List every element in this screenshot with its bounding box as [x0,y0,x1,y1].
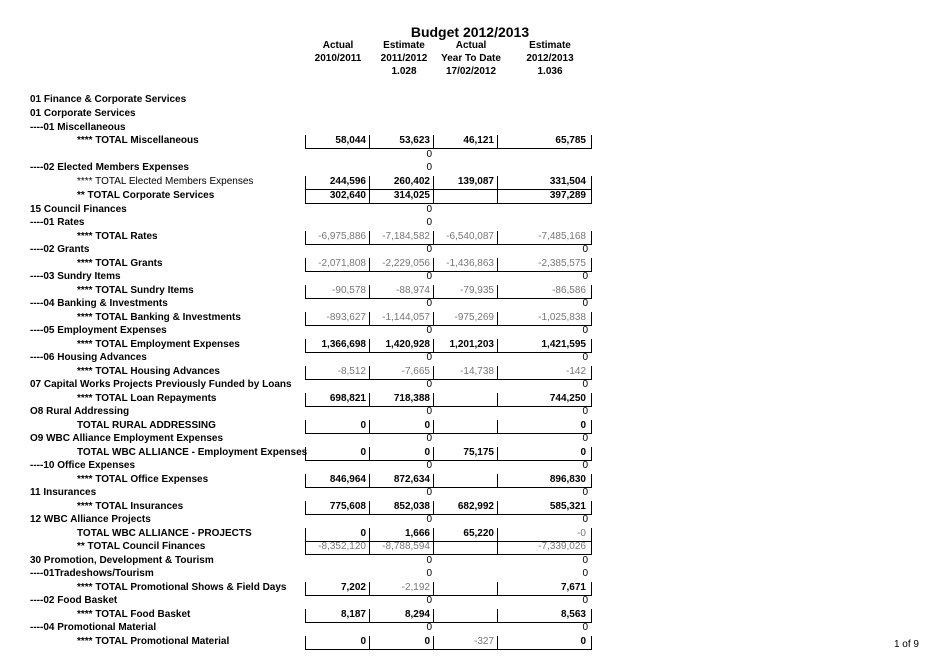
placeholder-value: 0 [582,514,588,525]
column-header-3-line-1: Actual [455,40,487,51]
placeholder-value: 0 [426,514,432,525]
placeholder-value: 0 [426,149,432,160]
column-header-1-line-2: 2010/2011 [314,53,362,64]
row-label: **** TOTAL Promotional Material [77,636,230,647]
placeholder-value: 0 [582,555,588,566]
value-cell: 0 [360,636,366,647]
value-cell: -2,192 [401,582,430,593]
value-cell: -1,144,057 [382,312,430,323]
row-label: **** TOTAL Banking & Investments [77,312,241,323]
row-label: **** TOTAL Sundry Items [77,285,194,296]
placeholder-value: 0 [426,555,432,566]
value-cell: 331,504 [549,176,586,187]
value-cell: 8,294 [404,609,430,620]
value-cell: 302,640 [329,190,366,201]
value-cell: -2,385,575 [538,258,586,269]
row-label: TOTAL WBC ALLIANCE - Employment Expenses [77,447,308,458]
row-label: ----01 Miscellaneous [30,122,126,133]
row-label: 15 Council Finances [30,204,127,215]
column-header-4-line-3: 1.036 [537,66,563,77]
value-cell: -142 [565,366,586,377]
value-cell: 314,025 [393,190,430,201]
value-cell: 58,044 [335,135,366,146]
column-header-4-line-2: 2012/2013 [526,53,574,64]
value-cell: 53,623 [399,135,430,146]
value-cell: -7,665 [401,366,430,377]
column-separator [497,636,498,649]
row-label: **** TOTAL Food Basket [77,609,191,620]
value-cell: -90,578 [332,285,366,296]
column-header-2-line-1: Estimate [383,40,425,51]
row-label: **** TOTAL Loan Repayments [77,393,217,404]
value-cell: 846,964 [329,474,366,485]
value-cell: -86,586 [552,285,586,296]
column-separator [497,366,498,379]
value-cell: 682,992 [457,501,494,512]
value-cell: -88,974 [396,285,430,296]
value-cell: 0 [360,420,366,431]
value-cell: 1,201,203 [449,339,494,350]
row-label: **** TOTAL Promotional Shows & Field Days [77,582,287,593]
column-header-3-line-3: 17/02/2012 [445,66,497,77]
placeholder-value: 0 [426,595,432,606]
value-cell: -14,738 [460,366,494,377]
placeholder-value: 0 [582,244,588,255]
row-label: O8 Rural Addressing [30,406,130,417]
column-separator [433,474,434,487]
column-separator [433,582,434,595]
value-cell: 0 [424,420,430,431]
placeholder-value: 0 [582,379,588,390]
value-cell: 1,666 [404,528,430,539]
column-separator [433,420,434,433]
placeholder-value: 0 [582,568,588,579]
row-label: **** TOTAL Housing Advances [77,366,220,377]
placeholder-value: 0 [582,433,588,444]
row-label: ----01 Rates [30,217,85,228]
value-cell: 0 [360,528,366,539]
row-label: 01 Corporate Services [30,108,136,119]
placeholder-value: 0 [426,325,432,336]
value-cell: 0 [580,447,586,458]
row-label: **** TOTAL Rates [77,231,158,242]
row-label: **** TOTAL Miscellaneous [77,135,199,146]
value-cell: -6,975,886 [318,231,366,242]
placeholder-value: 0 [426,622,432,633]
row-label: **** TOTAL Employment Expenses [77,339,240,350]
placeholder-value: 0 [582,298,588,309]
value-cell: 260,402 [393,176,430,187]
value-cell: 7,202 [340,582,366,593]
placeholder-value: 0 [582,595,588,606]
value-cell: 65,785 [555,135,586,146]
value-cell: 718,388 [393,393,430,404]
column-separator [433,609,434,622]
value-cell: -975,269 [454,312,494,323]
row-label: **** TOTAL Office Expenses [77,474,209,485]
page-number: 1 of 9 [893,639,919,650]
row-label: ----04 Promotional Material [30,622,157,633]
row-label: ----10 Office Expenses [30,460,136,471]
value-cell: -79,935 [460,285,494,296]
value-cell: 8,563 [560,609,586,620]
row-label: ----02 Elected Members Expenses [30,162,189,173]
row-label: 11 Insurances [30,487,97,498]
placeholder-value: 0 [582,622,588,633]
value-cell: -1,436,863 [446,258,494,269]
value-cell: -8,788,594 [382,541,430,552]
row-label: **** TOTAL Grants [77,258,163,269]
column-separator [497,176,498,189]
column-separator [433,393,434,406]
placeholder-value: 0 [426,460,432,471]
column-header-4-line-1: Estimate [529,40,571,51]
column-separator [497,582,498,595]
value-cell: -7,485,168 [538,231,586,242]
column-separator [497,501,498,514]
value-cell: 744,250 [549,393,586,404]
value-cell: 0 [424,636,430,647]
value-cell: 46,121 [463,135,494,146]
column-header-2-line-2: 2011/2012 [380,53,428,64]
column-separator [497,190,498,203]
value-cell: 1,366,698 [321,339,366,350]
placeholder-value: 0 [426,379,432,390]
value-cell: -1,025,838 [538,312,586,323]
placeholder-value: 0 [582,352,588,363]
placeholder-value: 0 [426,406,432,417]
placeholder-value: 0 [582,406,588,417]
row-label: ** TOTAL Corporate Services [77,190,215,201]
column-separator [497,474,498,487]
placeholder-value: 0 [426,244,432,255]
row-label: TOTAL RURAL ADDRESSING [77,420,216,431]
value-cell: -7,339,026 [538,541,586,552]
value-cell: -7,184,582 [382,231,430,242]
row-label: ----05 Employment Expenses [30,325,167,336]
placeholder-value: 0 [582,325,588,336]
row-label: **** TOTAL Insurances [77,501,184,512]
placeholder-value: 0 [426,271,432,282]
placeholder-value: 0 [582,271,588,282]
column-separator [497,231,498,244]
value-cell: 585,321 [549,501,586,512]
column-header-1-line-1: Actual [322,40,354,51]
value-cell: -2,229,056 [382,258,430,269]
column-separator [497,339,498,352]
row-label: ----03 Sundry Items [30,271,121,282]
value-cell: 896,830 [549,474,586,485]
placeholder-value: 0 [426,433,432,444]
value-cell: 1,420,928 [385,339,430,350]
value-cell: 8,187 [340,609,366,620]
column-separator [497,541,498,554]
value-cell: 244,596 [329,176,366,187]
column-separator [497,447,498,460]
placeholder-value: 0 [426,352,432,363]
row-label: 30 Promotion, Development & Tourism [30,555,214,566]
column-separator [497,393,498,406]
value-cell: 872,634 [393,474,430,485]
column-separator [433,541,434,554]
row-label: **** TOTAL Elected Members Expenses [77,176,254,187]
value-cell: 75,175 [463,447,494,458]
row-label: ----02 Food Basket [30,595,118,606]
value-cell: -327 [473,636,494,647]
page-title: Budget 2012/2013 [410,24,530,40]
value-cell: 7,671 [560,582,586,593]
column-separator [433,190,434,203]
placeholder-value: 0 [426,204,432,215]
row-label: 12 WBC Alliance Projects [30,514,151,525]
row-label: ** TOTAL Council Finances [77,541,206,552]
column-header-2-line-3: 1.028 [391,66,417,77]
placeholder-value: 0 [426,162,432,173]
value-cell: 0 [580,636,586,647]
value-cell: 698,821 [329,393,366,404]
column-header-3-line-2: Year To Date [441,53,501,64]
value-cell: 0 [360,447,366,458]
value-cell: 0 [424,447,430,458]
placeholder-value: 0 [582,460,588,471]
column-separator [497,285,498,298]
value-cell: 0 [580,420,586,431]
value-cell: 65,220 [463,528,494,539]
value-cell: 139,087 [457,176,494,187]
value-cell: 1,421,595 [541,339,586,350]
placeholder-value: 0 [426,217,432,228]
row-label: O9 WBC Alliance Employment Expenses [30,433,224,444]
placeholder-value: 0 [426,298,432,309]
placeholder-value: 0 [426,487,432,498]
row-label: 01 Finance & Corporate Services [30,94,187,105]
row-label: ----02 Grants [30,244,90,255]
value-cell: -893,627 [326,312,366,323]
value-cell: 397,289 [549,190,586,201]
placeholder-value: 0 [426,568,432,579]
value-cell: -8,512 [337,366,366,377]
row-label: ----04 Banking & Investments [30,298,168,309]
row-label: ----01Tradeshows/Tourism [30,568,154,579]
value-cell: -6,540,087 [446,231,494,242]
value-cell: 775,608 [329,501,366,512]
column-separator [497,312,498,325]
column-separator [497,609,498,622]
value-cell: -8,352,120 [318,541,366,552]
value-cell: -0 [577,528,586,539]
value-cell: -2,071,808 [318,258,366,269]
row-label: ----06 Housing Advances [30,352,147,363]
column-separator [497,135,498,148]
placeholder-value: 0 [582,487,588,498]
row-label: TOTAL WBC ALLIANCE - PROJECTS [77,528,252,539]
row-label: 07 Capital Works Projects Previously Funded by Loans [30,379,292,390]
column-separator [497,258,498,271]
column-separator [497,528,498,541]
column-separator [497,420,498,433]
value-cell: 852,038 [393,501,430,512]
